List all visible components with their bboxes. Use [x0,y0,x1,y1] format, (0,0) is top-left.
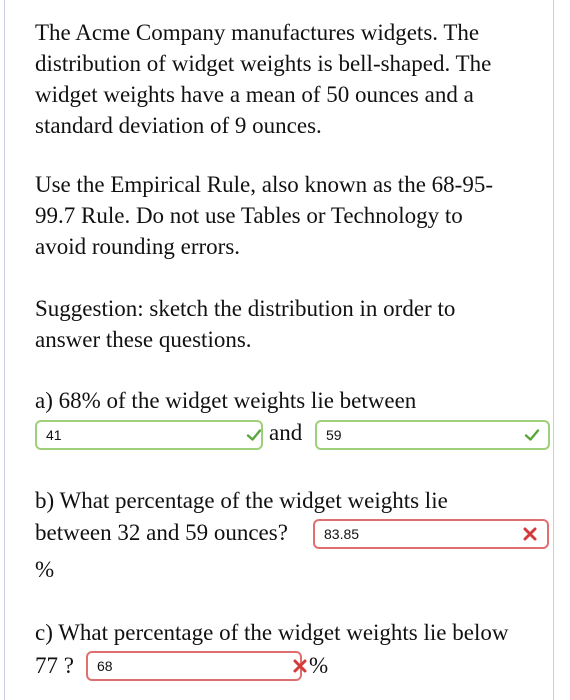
intro-line-4: standard deviation of 9 ounces. [35,113,322,138]
question-b-answer-input[interactable] [313,519,549,549]
rule-line-1: Use the Empirical Rule, also known as the 68-95- [35,172,493,197]
question-c-unit: % [309,653,329,678]
suggestion-line-1: Suggestion: sketch the distribution in order to [35,296,456,321]
suggestion-line-2: answer these questions. [35,327,252,352]
question-a-answer-1-input[interactable] [35,420,263,450]
x-icon [292,658,308,674]
question-a-prompt: a) 68% of the widget weights lie between [35,388,417,413]
question-a-answer-2-value: 59 [326,427,342,443]
question-c-line-2: 77 ? [35,653,74,678]
question-a-answer-1-value: 41 [46,427,62,443]
intro-line-1: The Acme Company manufactures widgets. The [35,20,480,45]
question-a-connector: and [269,420,303,445]
question-c-line-1: c) What percentage of the widget weights lie below [35,620,509,645]
rule-line-2: 99.7 Rule. Do not use Tables or Technology to [35,203,463,228]
question-b-line-2: between 32 and 59 ounces? [35,520,288,545]
intro-line-3: widget weights have a mean of 50 ounces and a [35,82,474,107]
question-panel [4,0,554,700]
question-b-answer-value: 83.85 [324,526,360,542]
question-b-line-1: b) What percentage of the widget weights lie [35,488,448,513]
intro-line-2: distribution of widget weights is bell-shaped. The [35,51,492,76]
rule-line-3: avoid rounding errors. [35,234,241,259]
x-icon [522,526,538,542]
question-c-answer-value: 68 [97,658,113,674]
question-a-answer-2-input[interactable] [315,420,550,450]
check-icon [246,427,262,443]
check-icon [524,427,540,443]
question-c-answer-input[interactable] [86,651,302,681]
question-b-unit: % [35,557,55,582]
